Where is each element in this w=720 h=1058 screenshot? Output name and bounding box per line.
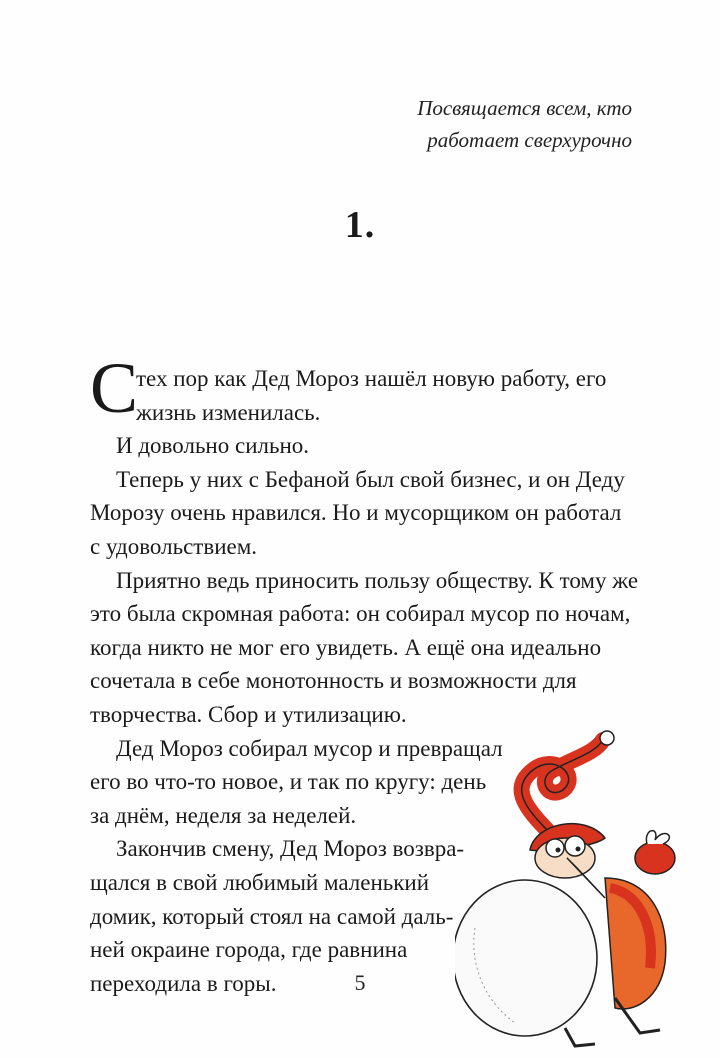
text-line-13: его во что-то новое, и так по кругу: день bbox=[90, 769, 487, 795]
dedication bbox=[417, 92, 632, 156]
text-line-8: это была скромная работа: он собирал мусор по ночам, bbox=[90, 601, 631, 627]
text-line-10: сочетала в себе монотонность и возможности для bbox=[90, 668, 577, 694]
text-line-19: переходила в горы. bbox=[90, 970, 277, 996]
chapter-number: 1. bbox=[344, 204, 376, 246]
text-line-14: за днём, неделя за неделей. bbox=[90, 802, 357, 828]
text-line-2: жизнь изменилась. bbox=[136, 399, 321, 425]
text-line-17: домик, который стоял на самой даль- bbox=[90, 903, 454, 929]
text-line-18: ней окраине города, где равнина bbox=[90, 937, 408, 963]
text-line-3: И довольно сильно. bbox=[116, 433, 310, 459]
text-line-7: Приятно ведь приносить пользу обществу. К тому же bbox=[116, 567, 639, 593]
text-line-6: с удовольствием. bbox=[90, 533, 258, 559]
text-line-4: Теперь у них с Бефаной был свой бизнес, и он Деду bbox=[116, 466, 625, 492]
text-line-12: Дед Мороз собирал мусор и превращал bbox=[116, 735, 503, 761]
page-number: 5 bbox=[354, 970, 366, 995]
text-line-9: когда никто не мог его увидеть. А ещё она идеально bbox=[90, 634, 602, 660]
text-line-1: тех пор как Дед Мороз нашёл новую работу, его bbox=[136, 366, 607, 391]
dedication-line-1: Посвящается всем, кто bbox=[417, 96, 632, 120]
drop-cap: С bbox=[90, 348, 139, 428]
santa-illustration bbox=[455, 728, 685, 1048]
text-line-16: щался в свой любимый маленький bbox=[90, 869, 430, 895]
text-line-5: Морозу очень нравился. Но и мусорщиком он работал bbox=[90, 500, 622, 526]
dedication-line-2: работает сверхурочно bbox=[427, 128, 632, 152]
text-line-11: творчества. Сбор и утилизацию. bbox=[90, 701, 407, 727]
text-line-15: Закончив смену, Дед Мороз возвра- bbox=[116, 836, 465, 862]
